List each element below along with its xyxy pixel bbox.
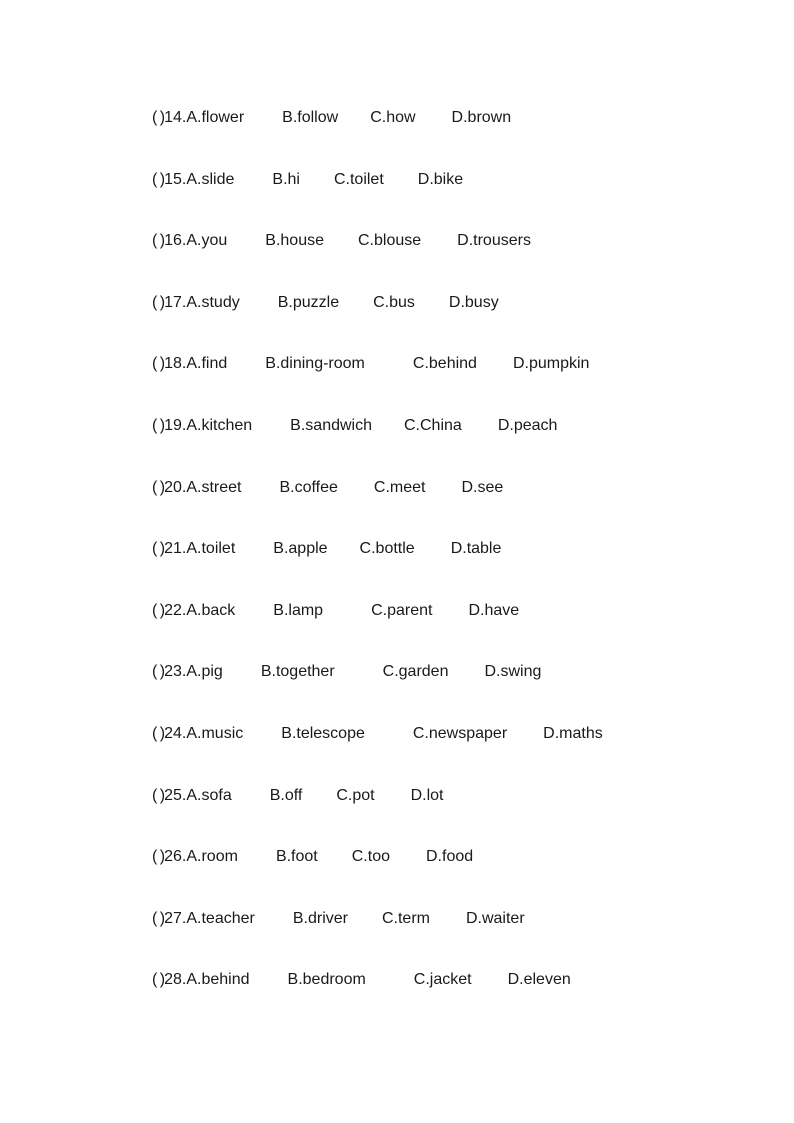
option-c: C.jacket — [413, 971, 472, 989]
question-row — [152, 169, 712, 231]
answer-bracket: ( ) — [152, 170, 165, 188]
option-b: B.coffee — [279, 478, 338, 496]
option-b: B.dining-room — [265, 355, 365, 373]
option-d: D.pumpkin — [512, 355, 590, 373]
answer-bracket: ( ) — [152, 724, 165, 742]
question-row — [152, 415, 712, 477]
answer-bracket: ( ) — [152, 971, 165, 989]
option-d: D.eleven — [507, 971, 571, 989]
answer-bracket: ( ) — [152, 109, 165, 126]
answer-bracket: ( ) — [152, 232, 165, 250]
option-a: A.teacher — [186, 909, 255, 927]
option-c: C.China — [404, 416, 462, 434]
option-a: A.flower — [186, 109, 245, 126]
question-number: 24. — [164, 724, 187, 742]
option-a: A.you — [186, 232, 228, 250]
option-b: B.foot — [275, 848, 318, 866]
question-number: 16. — [164, 232, 187, 250]
question-row — [152, 292, 712, 354]
option-a: A.music — [186, 724, 244, 742]
option-b: B.bedroom — [287, 971, 366, 989]
option-b: B.telescope — [281, 724, 365, 742]
question-row — [152, 661, 712, 723]
option-c: C.bus — [373, 293, 415, 311]
question-row — [152, 477, 712, 539]
option-d: D.have — [468, 601, 520, 619]
option-d: D.trousers — [457, 232, 531, 250]
option-b: B.together — [260, 663, 335, 681]
answer-bracket: ( ) — [152, 601, 165, 619]
question-number: 28. — [164, 971, 187, 989]
question-row — [152, 230, 712, 292]
answer-bracket: ( ) — [152, 786, 165, 804]
question-number: 14. — [164, 109, 187, 126]
option-c: C.blouse — [358, 232, 422, 250]
option-a: A.toilet — [186, 540, 236, 558]
option-c: C.how — [370, 109, 416, 126]
option-a: A.sofa — [186, 786, 232, 804]
question-number: 15. — [164, 170, 187, 188]
question-number: 20. — [164, 478, 187, 496]
option-a: A.street — [186, 478, 242, 496]
question-number: 19. — [164, 416, 187, 434]
option-c: C.newspaper — [412, 724, 508, 742]
option-c: C.bottle — [359, 540, 415, 558]
answer-bracket: ( ) — [152, 848, 165, 866]
question-number: 23. — [164, 663, 187, 681]
option-d: D.bike — [417, 170, 464, 188]
question-row — [152, 600, 712, 662]
question-row — [152, 969, 712, 1031]
question-row — [152, 353, 712, 415]
option-c: C.parent — [371, 601, 433, 619]
question-row — [152, 785, 712, 847]
question-number: 18. — [164, 355, 187, 373]
question-number: 22. — [164, 601, 187, 619]
option-d: D.maths — [543, 724, 603, 742]
option-a: A.kitchen — [186, 416, 253, 434]
option-b: B.apple — [273, 540, 328, 558]
question-row — [152, 846, 712, 908]
option-b: B.hi — [272, 170, 300, 188]
answer-bracket: ( ) — [152, 540, 165, 558]
answer-bracket: ( ) — [152, 478, 165, 496]
option-d: D.waiter — [465, 909, 525, 927]
option-d: D.table — [450, 540, 502, 558]
option-d: D.food — [426, 848, 474, 866]
question-number: 17. — [164, 293, 187, 311]
option-a: A.find — [186, 355, 228, 373]
option-c: C.too — [351, 848, 390, 866]
answer-bracket: ( ) — [152, 355, 165, 373]
option-b: B.follow — [282, 109, 339, 126]
option-b: B.driver — [292, 909, 348, 927]
question-row — [152, 908, 712, 970]
option-a: A.room — [186, 848, 238, 866]
option-b: B.lamp — [273, 601, 324, 619]
question-row — [152, 107, 712, 169]
option-a: A.study — [186, 293, 240, 311]
option-d: D.swing — [484, 663, 542, 681]
option-d: D.busy — [448, 293, 499, 311]
option-c: C.behind — [412, 355, 477, 373]
option-a: A.behind — [186, 971, 250, 989]
option-d: D.see — [461, 478, 504, 496]
option-b: B.off — [269, 786, 303, 804]
option-c: C.garden — [382, 663, 449, 681]
question-number: 21. — [164, 540, 187, 558]
option-c: C.pot — [336, 786, 375, 804]
answer-bracket: ( ) — [152, 416, 165, 434]
option-b: B.puzzle — [277, 293, 340, 311]
option-c: C.term — [381, 909, 430, 927]
option-d: D.lot — [410, 786, 444, 804]
question-row — [152, 538, 712, 600]
question-number: 25. — [164, 786, 187, 804]
option-b: B.house — [265, 232, 324, 250]
option-c: C.toilet — [333, 170, 384, 188]
question-number: 27. — [164, 909, 187, 927]
answer-bracket: ( ) — [152, 293, 165, 311]
option-a: A.back — [186, 601, 236, 619]
question-number: 26. — [164, 848, 187, 866]
option-a: A.slide — [186, 170, 235, 188]
answer-bracket: ( ) — [152, 663, 165, 681]
question-row — [152, 723, 712, 785]
option-d: D.brown — [451, 109, 512, 126]
option-c: C.meet — [373, 478, 426, 496]
option-a: A.pig — [186, 663, 223, 681]
question-list — [152, 107, 712, 1031]
answer-bracket: ( ) — [152, 909, 165, 927]
option-b: B.sandwich — [290, 416, 372, 434]
option-d: D.peach — [497, 416, 558, 434]
